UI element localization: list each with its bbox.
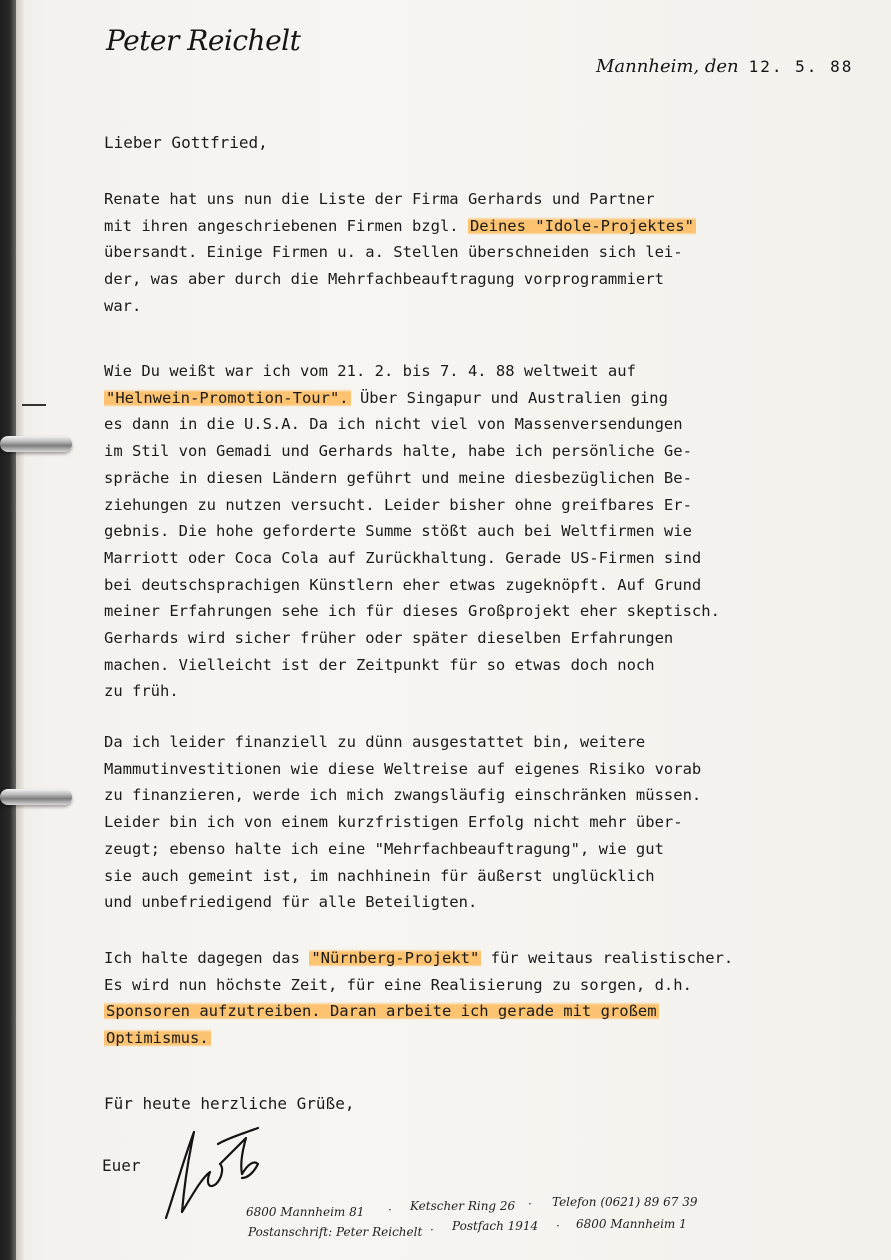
- highlighted-text: Sponsoren aufzutreiben. Daran arbeite ich gerade mit großem: [106, 1002, 657, 1021]
- letterhead-name: Peter Reichelt: [106, 24, 301, 57]
- text-line: Ich halte dagegen das "Nürnberg-Projekt" für weitaus realistischer.: [104, 949, 734, 967]
- text-line: zu früh.: [104, 682, 179, 701]
- highlighted-text: "Helnwein-Promotion-Tour".: [106, 388, 349, 407]
- text-line: bei deutschsprachigen Künstlern eher etwas zugeknöpft. Auf Grund: [104, 575, 702, 594]
- text-line: Mammutinvestitionen wie diese Weltreise auf eigenes Risiko vorab: [104, 759, 702, 778]
- binder-ring-bottom: [0, 789, 72, 805]
- sign-off: Euer: [102, 1156, 141, 1175]
- footer-postal-city: 6800 Mannheim 1: [576, 1217, 687, 1231]
- footer-phone: Telefon (0621) 89 67 39: [552, 1195, 698, 1209]
- date-place: Mannheim, den: [596, 56, 739, 77]
- text-line: Gerhards wird sicher früher oder später dieselben Erfahrungen: [104, 629, 674, 648]
- salutation: Lieber Gottfried,: [104, 133, 268, 152]
- text-line: "Helnwein-Promotion-Tour". Über Singapur und Australien ging: [106, 388, 668, 407]
- highlighted-text: Deines "Idole-Projektes": [469, 216, 694, 235]
- text-line: der, was aber durch die Mehrfachbeauftragung vorprogrammiert: [104, 270, 664, 289]
- text-line: mit ihren angeschriebenen Firmen bzgl. Deines "Idole-Projektes": [104, 216, 694, 235]
- text-line: war.: [104, 296, 142, 315]
- footer-separator: ·: [430, 1223, 434, 1237]
- text-line: Wie Du weißt war ich vom 21. 2. bis 7. 4. 88 weltweit auf: [104, 362, 636, 380]
- footer-postbox: Postfach 1914: [452, 1219, 539, 1233]
- text-line: spräche in diesen Ländern geführt und meine diesbezüglichen Be-: [104, 468, 692, 487]
- text-line: sie auch gemeint ist, im nachhinein für äußerst unglücklich: [104, 866, 655, 885]
- text-line: und unbefriedigend für alle Beteiligten.: [104, 893, 478, 912]
- text-line: es dann in die U.S.A. Da ich nicht viel von Massenversendungen: [104, 415, 683, 434]
- paragraph-1: [104, 186, 844, 320]
- text-line: meiner Erfahrungen sehe ich für dieses Großprojekt eher skeptisch.: [104, 602, 720, 621]
- text-line: Da ich leider finanziell zu dünn ausgestattet bin, weitere: [104, 733, 646, 751]
- paragraph-2: [104, 358, 844, 705]
- text-line: übersandt. Einige Firmen u. a. Stellen überschneiden sich lei-: [104, 243, 683, 262]
- text-line: [104, 998, 844, 1025]
- text-line: gebnis. Die hohe geforderte Summe stößt auch bei Weltfirmen wie: [104, 522, 692, 541]
- text-line: Renate hat uns nun die Liste der Firma Gerhards und Partner: [104, 190, 655, 208]
- text-line: Es wird nun höchste Zeit, für eine Realisierung zu sorgen, d.h.: [104, 975, 692, 994]
- footer-street: Ketscher Ring 26: [410, 1199, 516, 1213]
- footer-separator: ·: [556, 1219, 560, 1233]
- page-gutter: [16, 0, 24, 1260]
- binder-ring-top: [0, 436, 72, 452]
- footer-postal-label: Postanschrift: Peter Reichelt: [248, 1225, 423, 1239]
- highlighted-text: Optimismus.: [106, 1029, 209, 1048]
- binder-cover-edge: [0, 0, 16, 1260]
- text-line: Marriott oder Coca Cola auf Zurückhaltung. Gerade US-Firmen sind: [104, 548, 702, 567]
- text-line: ziehungen zu nutzen versucht. Leider bisher ohne greifbares Er-: [104, 495, 692, 514]
- footer-separator: ·: [388, 1203, 392, 1217]
- footer-separator: ·: [528, 1197, 532, 1211]
- text-line: zu finanzieren, werde ich mich zwangsläufig einschränken müssen.: [104, 786, 702, 805]
- footer-city: 6800 Mannheim 81: [246, 1205, 365, 1219]
- date-value: 12. 5. 88: [748, 57, 854, 76]
- text-line: Leider bin ich von einem kurzfristigen Erfolg nicht mehr über-: [104, 813, 683, 832]
- text-line: [104, 1025, 844, 1052]
- date-line: [596, 56, 853, 77]
- paragraph-4: [104, 945, 844, 1052]
- paragraph-3: [104, 729, 844, 916]
- highlighted-text: "Nürnberg-Projekt": [311, 949, 480, 967]
- text-line: machen. Vielleicht ist der Zeitpunkt für so etwas doch noch: [104, 655, 655, 674]
- closing-line: Für heute herzliche Grüße,: [104, 1094, 355, 1113]
- margin-mark: [22, 404, 46, 406]
- text-line: im Stil von Gemadi und Gerhards halte, habe ich persönliche Ge-: [104, 442, 692, 461]
- text-line: zeugt; ebenso halte ich eine "Mehrfachbeauftragung", wie gut: [104, 839, 664, 858]
